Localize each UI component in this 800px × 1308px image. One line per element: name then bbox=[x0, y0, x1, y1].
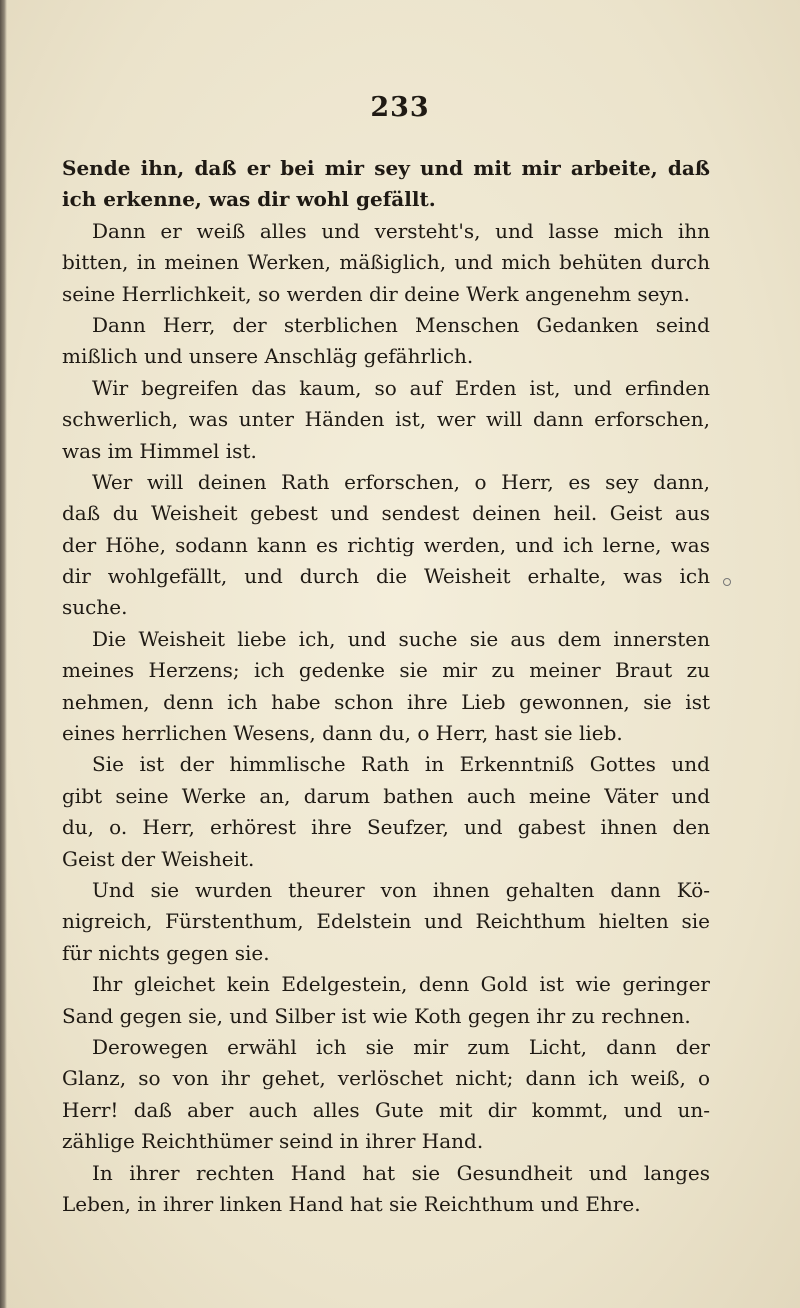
text-line: daß du Weisheit gebest und sendest deinen heil. Geist aus bbox=[62, 501, 710, 526]
text-line: Sende ihn, daß er bei mir sey und mit mir arbeite, daß bbox=[62, 156, 710, 180]
text-line: was im Himmel ist. bbox=[62, 438, 257, 463]
text-line: nigreich, Fürstenthum, Edelstein und Reichthum hielten sie bbox=[62, 909, 710, 934]
text-line: Dann Herr, der sterblichen Menschen Gedanken seind bbox=[92, 312, 710, 337]
text-line: für nichts gegen sie. bbox=[62, 940, 270, 965]
text-line: meines Herzens; ich gedenke sie mir zu meiner Braut zu bbox=[62, 658, 710, 683]
text-line: Leben, in ihrer linken Hand hat sie Reichthum und Ehre. bbox=[62, 1191, 641, 1216]
text-line: Geist der Weisheit. bbox=[62, 846, 255, 871]
text-line: Sand gegen sie, und Silber ist wie Koth gegen ihr zu rechnen. bbox=[62, 1003, 691, 1028]
text-line: seine Herrlichkeit, so werden dir deine Werk angenehm seyn. bbox=[62, 281, 691, 306]
text-line: Herr! daß aber auch alles Gute mit dir kommt, und un- bbox=[62, 1097, 710, 1122]
text-line: eines herrlichen Wesens, dann du, o Herr, hast sie lieb. bbox=[62, 721, 623, 746]
text-line: dir wohlgefällt, und durch die Weisheit erhalte, was ich bbox=[62, 564, 710, 589]
text-line: mißlich und unsere Anschläg gefährlich. bbox=[62, 344, 474, 369]
text-line: nehmen, denn ich habe schon ihre Lieb gewonnen, sie ist bbox=[62, 689, 710, 714]
text-line: Und sie wurden theurer von ihnen gehalten dann Kö- bbox=[92, 877, 710, 902]
page-number: 233 bbox=[370, 92, 430, 123]
text-line: ich erkenne, was dir wohl gefällt. bbox=[62, 187, 436, 212]
text-line: gibt seine Werke an, darum bathen auch meine Väter und bbox=[62, 783, 710, 808]
text-line: Glanz, so von ihr gehet, verlöschet nicht; dann ich weiß, o bbox=[62, 1066, 710, 1091]
text-line: Wer will deinen Rath erforschen, o Herr, es sey dann, bbox=[92, 469, 710, 494]
text-line: In ihrer rechten Hand hat sie Gesundheit und langes bbox=[92, 1160, 710, 1185]
text-line: Derowegen erwähl ich sie mir zum Licht, dann der bbox=[92, 1034, 710, 1059]
text-line: suche. bbox=[62, 595, 128, 620]
text-line: Dann er weiß alles und versteht's, und lasse mich ihn bbox=[92, 218, 710, 243]
text-line: bitten, in meinen Werken, mäßiglich, und mich behüten durch bbox=[62, 250, 710, 275]
text-line: Sie ist der himmlische Rath in Erkenntniß Gottes und bbox=[92, 752, 710, 777]
text-line: der Höhe, sodann kann es richtig werden, und ich lerne, was bbox=[62, 532, 710, 557]
margin-mark bbox=[723, 578, 731, 586]
text-line: Wir begreifen das kaum, so auf Erden ist, und erfinden bbox=[92, 375, 710, 400]
text-line: zählige Reichthümer seind in ihrer Hand. bbox=[62, 1129, 484, 1154]
text-line: Ihr gleichet kein Edelgestein, denn Gold ist wie geringer bbox=[92, 972, 710, 997]
text-line: du, o. Herr, erhörest ihre Seufzer, und gabest ihnen den bbox=[62, 815, 710, 840]
page-binding-edge bbox=[0, 0, 7, 1308]
text-line: Die Weisheit liebe ich, und suche sie aus dem innersten bbox=[92, 626, 710, 651]
body-text bbox=[62, 153, 710, 1220]
text-line: schwerlich, was unter Händen ist, wer will dann erforschen, bbox=[62, 407, 710, 432]
